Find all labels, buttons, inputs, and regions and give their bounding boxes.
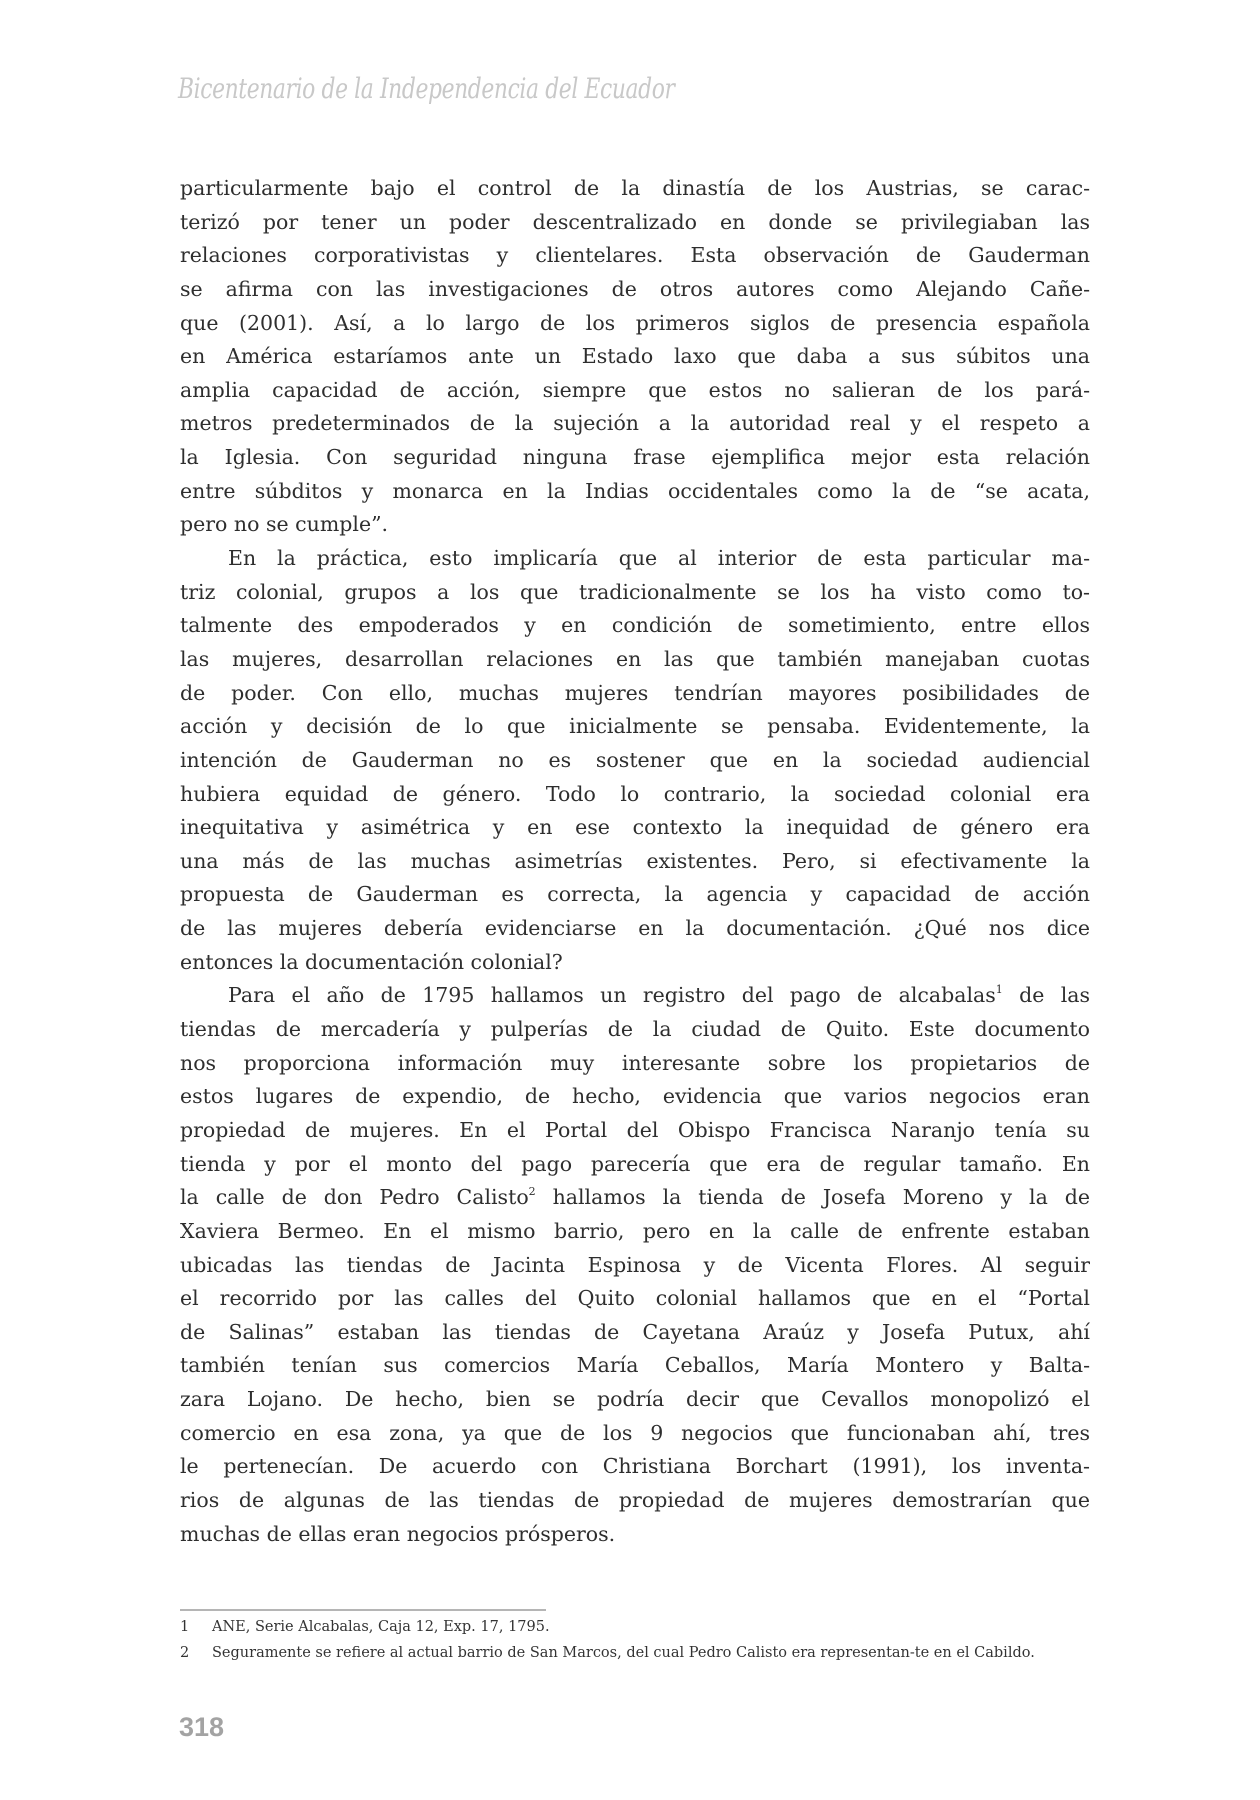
text-line: talmente des empoderados y en condición de sometimiento, entre ellos bbox=[180, 613, 1090, 638]
footnote-2 bbox=[180, 1642, 1090, 1664]
footnote-number: 1 bbox=[180, 1619, 190, 1635]
text-line: zara Lojano. De hecho, bien se podría decir que Cevallos monopolizó el bbox=[180, 1387, 1090, 1412]
text-line: rios de algunas de las tiendas de propiedad de mujeres demostrarían que bbox=[180, 1487, 1090, 1512]
footnote-text: ANE, Serie Alcabalas, Caja 12, Exp. 17, 1795. bbox=[212, 1619, 550, 1635]
page-number: 318 bbox=[179, 1712, 225, 1742]
text-line: las mujeres, desarrollan relaciones en las que también manejaban cuotas bbox=[180, 646, 1090, 671]
text-line: muchas de ellas eran negocios prósperos. bbox=[180, 1521, 616, 1546]
text-line: amplia capacidad de acción, siempre que estos no salieran de los pará- bbox=[180, 377, 1090, 402]
text-line bbox=[180, 979, 1090, 1013]
paragraph bbox=[180, 542, 1090, 979]
text-line: triz colonial, grupos a los que tradicionalmente se los ha visto como to- bbox=[180, 579, 1090, 604]
text-line: terizó por tener un poder descentralizado en donde se privilegiaban las bbox=[180, 209, 1090, 234]
text-segment: Para el año de 1795 hallamos un registro del pago de alcabalas bbox=[228, 983, 996, 1008]
footnote-1 bbox=[180, 1616, 1090, 1638]
text-line: de las mujeres debería evidenciarse en la documentación. ¿Qué nos dice bbox=[180, 916, 1090, 941]
text-line: relaciones corporativistas y clientelares. Esta observación de Gauderman bbox=[180, 243, 1090, 268]
paragraph bbox=[180, 172, 1090, 542]
text-line: En la práctica, esto implicaría que al interior de esta particular ma- bbox=[228, 546, 1090, 571]
text-segment: de las bbox=[1002, 983, 1090, 1008]
text-line: se afirma con las investigaciones de otros autores como Alejando Cañe- bbox=[180, 276, 1090, 301]
text-line bbox=[180, 1181, 1090, 1215]
text-line: propuesta de Gauderman es correcta, la agencia y capacidad de acción bbox=[180, 882, 1090, 907]
text-line: particularmente bajo el control de la dinastía de los Austrias, se carac- bbox=[180, 176, 1090, 200]
text-line: comercio en esa zona, ya que de los 9 negocios que funcionaban ahí, tres bbox=[180, 1420, 1090, 1445]
text-line: le pertenecían. De acuerdo con Christiana Borchart (1991), los inventa- bbox=[180, 1454, 1090, 1479]
text-line: también tenían sus comercios María Ceballos, María Montero y Balta- bbox=[180, 1353, 1090, 1378]
running-head: Bicentenario de la Independencia del Ecuador bbox=[178, 72, 675, 105]
text-line: de Salinas” estaban las tiendas de Cayetana Araúz y Josefa Putux, ahí bbox=[180, 1319, 1090, 1344]
text-line: ubicadas las tiendas de Jacinta Espinosa y de Vicenta Flores. Al seguir bbox=[180, 1252, 1090, 1277]
text-segment: la calle de don Pedro Calisto bbox=[180, 1185, 529, 1210]
body-text bbox=[180, 172, 1090, 1551]
text-line: acción y decisión de lo que inicialmente se pensaba. Evidentemente, la bbox=[180, 714, 1090, 739]
text-line: intención de Gauderman no es sostener que en la sociedad audiencial bbox=[180, 747, 1090, 772]
text-line: el recorrido por las calles del Quito colonial hallamos que en el “Portal bbox=[180, 1286, 1090, 1311]
footnote-text: Seguramente se refiere al actual barrio de San Marcos, del cual Pedro Calisto era representan-te en el Cabildo. bbox=[212, 1645, 1035, 1661]
text-line: tiendas de mercadería y pulperías de la ciudad de Quito. Este documento bbox=[180, 1017, 1090, 1042]
paragraph bbox=[180, 979, 1090, 1551]
text-line: una más de las muchas asimetrías existentes. Pero, si efectivamente la bbox=[180, 848, 1090, 873]
text-line: entonces la documentación colonial? bbox=[180, 949, 563, 974]
text-line: la Iglesia. Con seguridad ninguna frase ejemplifica mejor esta relación bbox=[180, 445, 1090, 470]
footnote-number: 2 bbox=[180, 1645, 190, 1661]
text-line: metros predeterminados de la sujeción a la autoridad real y el respeto a bbox=[180, 411, 1090, 436]
text-segment: hallamos la tienda de Josefa Moreno y la de bbox=[535, 1185, 1090, 1210]
text-line: Xaviera Bermeo. En el mismo barrio, pero en la calle de enfrente estaban bbox=[180, 1218, 1090, 1243]
text-line: que (2001). Así, a lo largo de los primeros siglos de presencia española bbox=[180, 310, 1090, 335]
text-line: estos lugares de expendio, de hecho, evidencia que varios negocios eran bbox=[180, 1084, 1090, 1109]
text-line: nos proporciona información muy interesante sobre los propietarios de bbox=[180, 1050, 1090, 1075]
text-line: inequitativa y asimétrica y en ese contexto la inequidad de género era bbox=[180, 815, 1090, 840]
footnote-reference[interactable]: 2 bbox=[528, 1185, 536, 1199]
text-line: en América estaríamos ante un Estado laxo que daba a sus súbitos una bbox=[180, 344, 1090, 369]
text-line: pero no se cumple”. bbox=[180, 512, 389, 537]
text-line: propiedad de mujeres. En el Portal del Obispo Francisca Naranjo tenía su bbox=[180, 1117, 1090, 1142]
footnotes bbox=[180, 1616, 1090, 1668]
text-line: tienda y por el monto del pago parecería que era de regular tamaño. En bbox=[180, 1151, 1090, 1176]
text-line: entre súbditos y monarca en la Indias occidentales como la de “se acata, bbox=[180, 478, 1090, 503]
text-line: hubiera equidad de género. Todo lo contrario, la sociedad colonial era bbox=[180, 781, 1090, 806]
footnote-divider bbox=[180, 1609, 546, 1611]
text-line: de poder. Con ello, muchas mujeres tendrían mayores posibilidades de bbox=[180, 680, 1090, 705]
footnote-reference[interactable]: 1 bbox=[995, 983, 1003, 997]
